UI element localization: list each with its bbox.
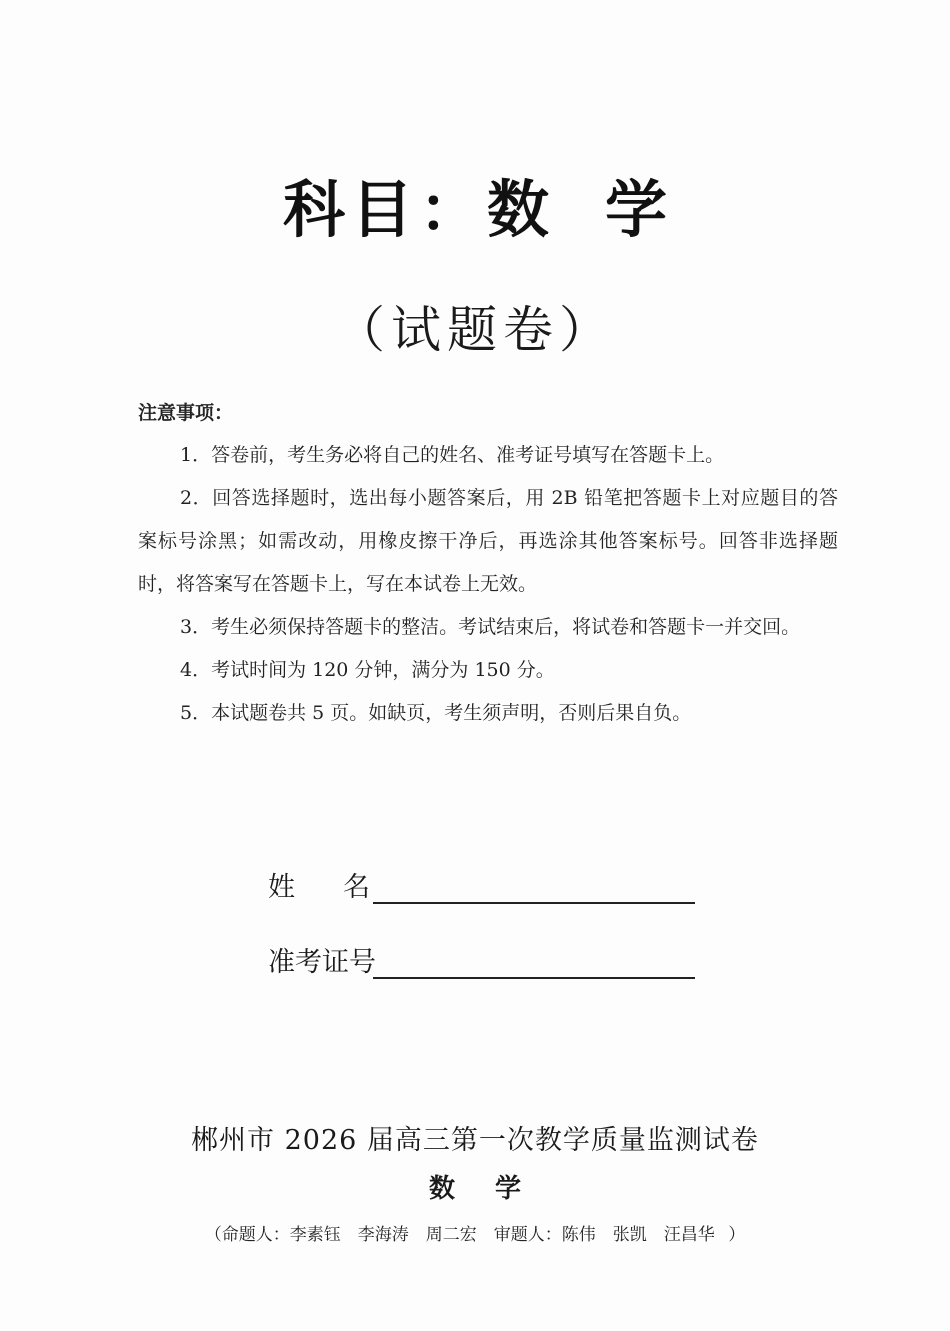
authors-line: （命题人：李素钰 李海涛 周二宏 审题人：陈伟 张凯 汪昌华 ） [204,1225,746,1245]
name-label: 姓名 [268,872,418,903]
note-item: 3．考生必须保持答题卡的整洁。考试结束后，将试卷和答题卡一并交回。 [180,616,801,638]
paper-type-label: （试题卷） [335,301,615,359]
note-item: 1．答卷前，考生务必将自己的姓名、准考证号填写在答题卡上。 [180,444,725,466]
note-item: 5．本试题卷共 5 页。如缺页，考生须声明，否则后果自负。 [180,702,692,724]
exam-title: 郴州市 2026 届高三第一次教学质量监测试卷 [191,1125,759,1156]
exam-notes [138,398,838,735]
subject-prefix: 科目： [282,173,487,246]
exam-subject [0,1168,950,1205]
name-field [268,865,695,904]
exam-id-label: 准考证号 [268,947,376,978]
subject-name: 数学 [487,173,724,246]
subject-title [0,160,950,249]
note-item: 4．考试时间为 120 分钟，满分为 150 分。 [180,659,555,681]
name-blank-line[interactable] [373,874,695,904]
note-item: 2．回答选择题时，选出每小题答案后，用 2B 铅笔把答题卡上对应题目的答案标号涂黑；如需改动，用橡皮擦干净后，再选涂其他答案标号。回答非选择题时，将答案写在答题卡上，写在本试卷上无效。 [138,487,838,595]
exam-id-blank-line[interactable] [373,949,695,979]
exam-subject-text: 数学 [428,1174,561,1204]
notes-heading: 注意事项： [138,402,234,424]
exam-id-field [268,940,695,979]
